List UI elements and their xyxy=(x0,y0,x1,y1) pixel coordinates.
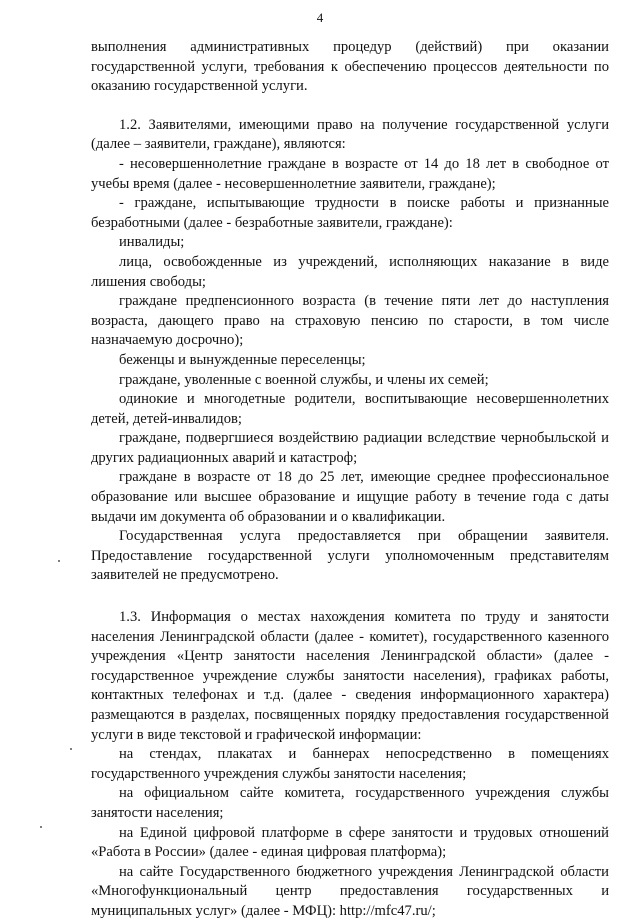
paragraph-section-1-2: 1.2. Заявителями, имеющими право на получение государственной услуги (далее – заявители, граждане), являются: xyxy=(91,116,609,153)
mfc-paragraph-tail: ; xyxy=(431,902,436,919)
list-item-unemployed: - граждане, испытывающие трудности в поиске работы и признанные безработными (далее - безработные заявители, граждане): xyxy=(91,195,609,231)
list-item-mfc-site xyxy=(91,863,609,922)
list-item-young-graduates: граждане в возрасте от 18 до 25 лет, имеющие среднее профессиональное образование или высшее образование и ищущие работу в течение года с даты выдачи им документа об образовании и о квалификации. xyxy=(91,469,609,525)
list-item-stands: на стендах, плакатах и баннерах непосредственно в помещениях государственного учреждения службы занятости населения; xyxy=(91,746,609,782)
list-item-refugees: беженцы и вынужденные переселенцы; xyxy=(119,351,366,368)
list-item-radiation-victims: граждане, подвергшиеся воздействию радиации вследствие чернобыльской и других радиационных аварий и катастроф; xyxy=(91,430,609,466)
list-item-pre-pension: граждане предпенсионного возраста (в течение пяти лет до наступления возраста, дающего право на страховую пенсию по старости, в том числе назначаемую досрочно); xyxy=(91,293,609,349)
list-item-disabled: инвалиды; xyxy=(119,234,185,251)
document-body xyxy=(91,38,609,922)
list-item-minors: - несовершеннолетние граждане в возрасте от 14 до 18 лет в свободное от учебы время (далее - несовершеннолетние заявители, граждане); xyxy=(91,155,609,192)
scan-speck xyxy=(58,560,60,562)
mfc-link[interactable]: http://mfc47.ru/ xyxy=(339,902,432,919)
list-item-military-dismissed: граждане, уволенные с военной службы, и члены их семей; xyxy=(119,371,489,388)
paragraph-intro-continuation: выполнения административных процедур (действий) при оказании государственной услуги, требования к обеспечению процессов деятельности по оказанию государственной услуги. xyxy=(91,39,609,95)
list-item-digital-platform: на Единой цифровой платформе в сфере занятости и трудовых отношений «Работа в России» (далее - единая цифровая платформа); xyxy=(91,824,609,861)
page-number: 4 xyxy=(316,10,324,25)
scan-speck xyxy=(40,826,42,828)
mfc-paragraph-text: на сайте Государственного бюджетного учреждения Ленинградской области «Многофункциональный центр предоставления государственных и муниципальных услуг» (далее - МФЦ): xyxy=(91,863,609,919)
list-item-single-parents: одинокие и многодетные родители, воспитывающие несовершеннолетних детей, детей-инвалидов; xyxy=(91,391,609,427)
list-item-released-persons: лица, освобожденные из учреждений, исполняющих наказание в виде лишения свободы; xyxy=(91,253,609,290)
paragraph-service-provision: Государственная услуга предоставляется при обращении заявителя. Предоставление государственной услуги уполномоченным представителям заявителей не предусмотрено. xyxy=(91,528,609,584)
list-item-official-site: на официальном сайте комитета, государственного учреждения службы занятости населения; xyxy=(91,785,609,821)
paragraph-section-1-3: 1.3. Информация о местах нахождения комитета по труду и занятости населения Ленинградской области (далее - комитет), государственного казенного учреждения «Центр занятости населения Ленинградской области» (далее - государственное учреждение службы занятости населения), графиках работы, контактных телефонах и т.д. (далее - сведения информационного характера) размещаются в разделах, посвященных порядку предоставления государственной услуги в виде текстовой и графической информации: xyxy=(91,609,609,743)
scan-speck xyxy=(70,748,72,750)
